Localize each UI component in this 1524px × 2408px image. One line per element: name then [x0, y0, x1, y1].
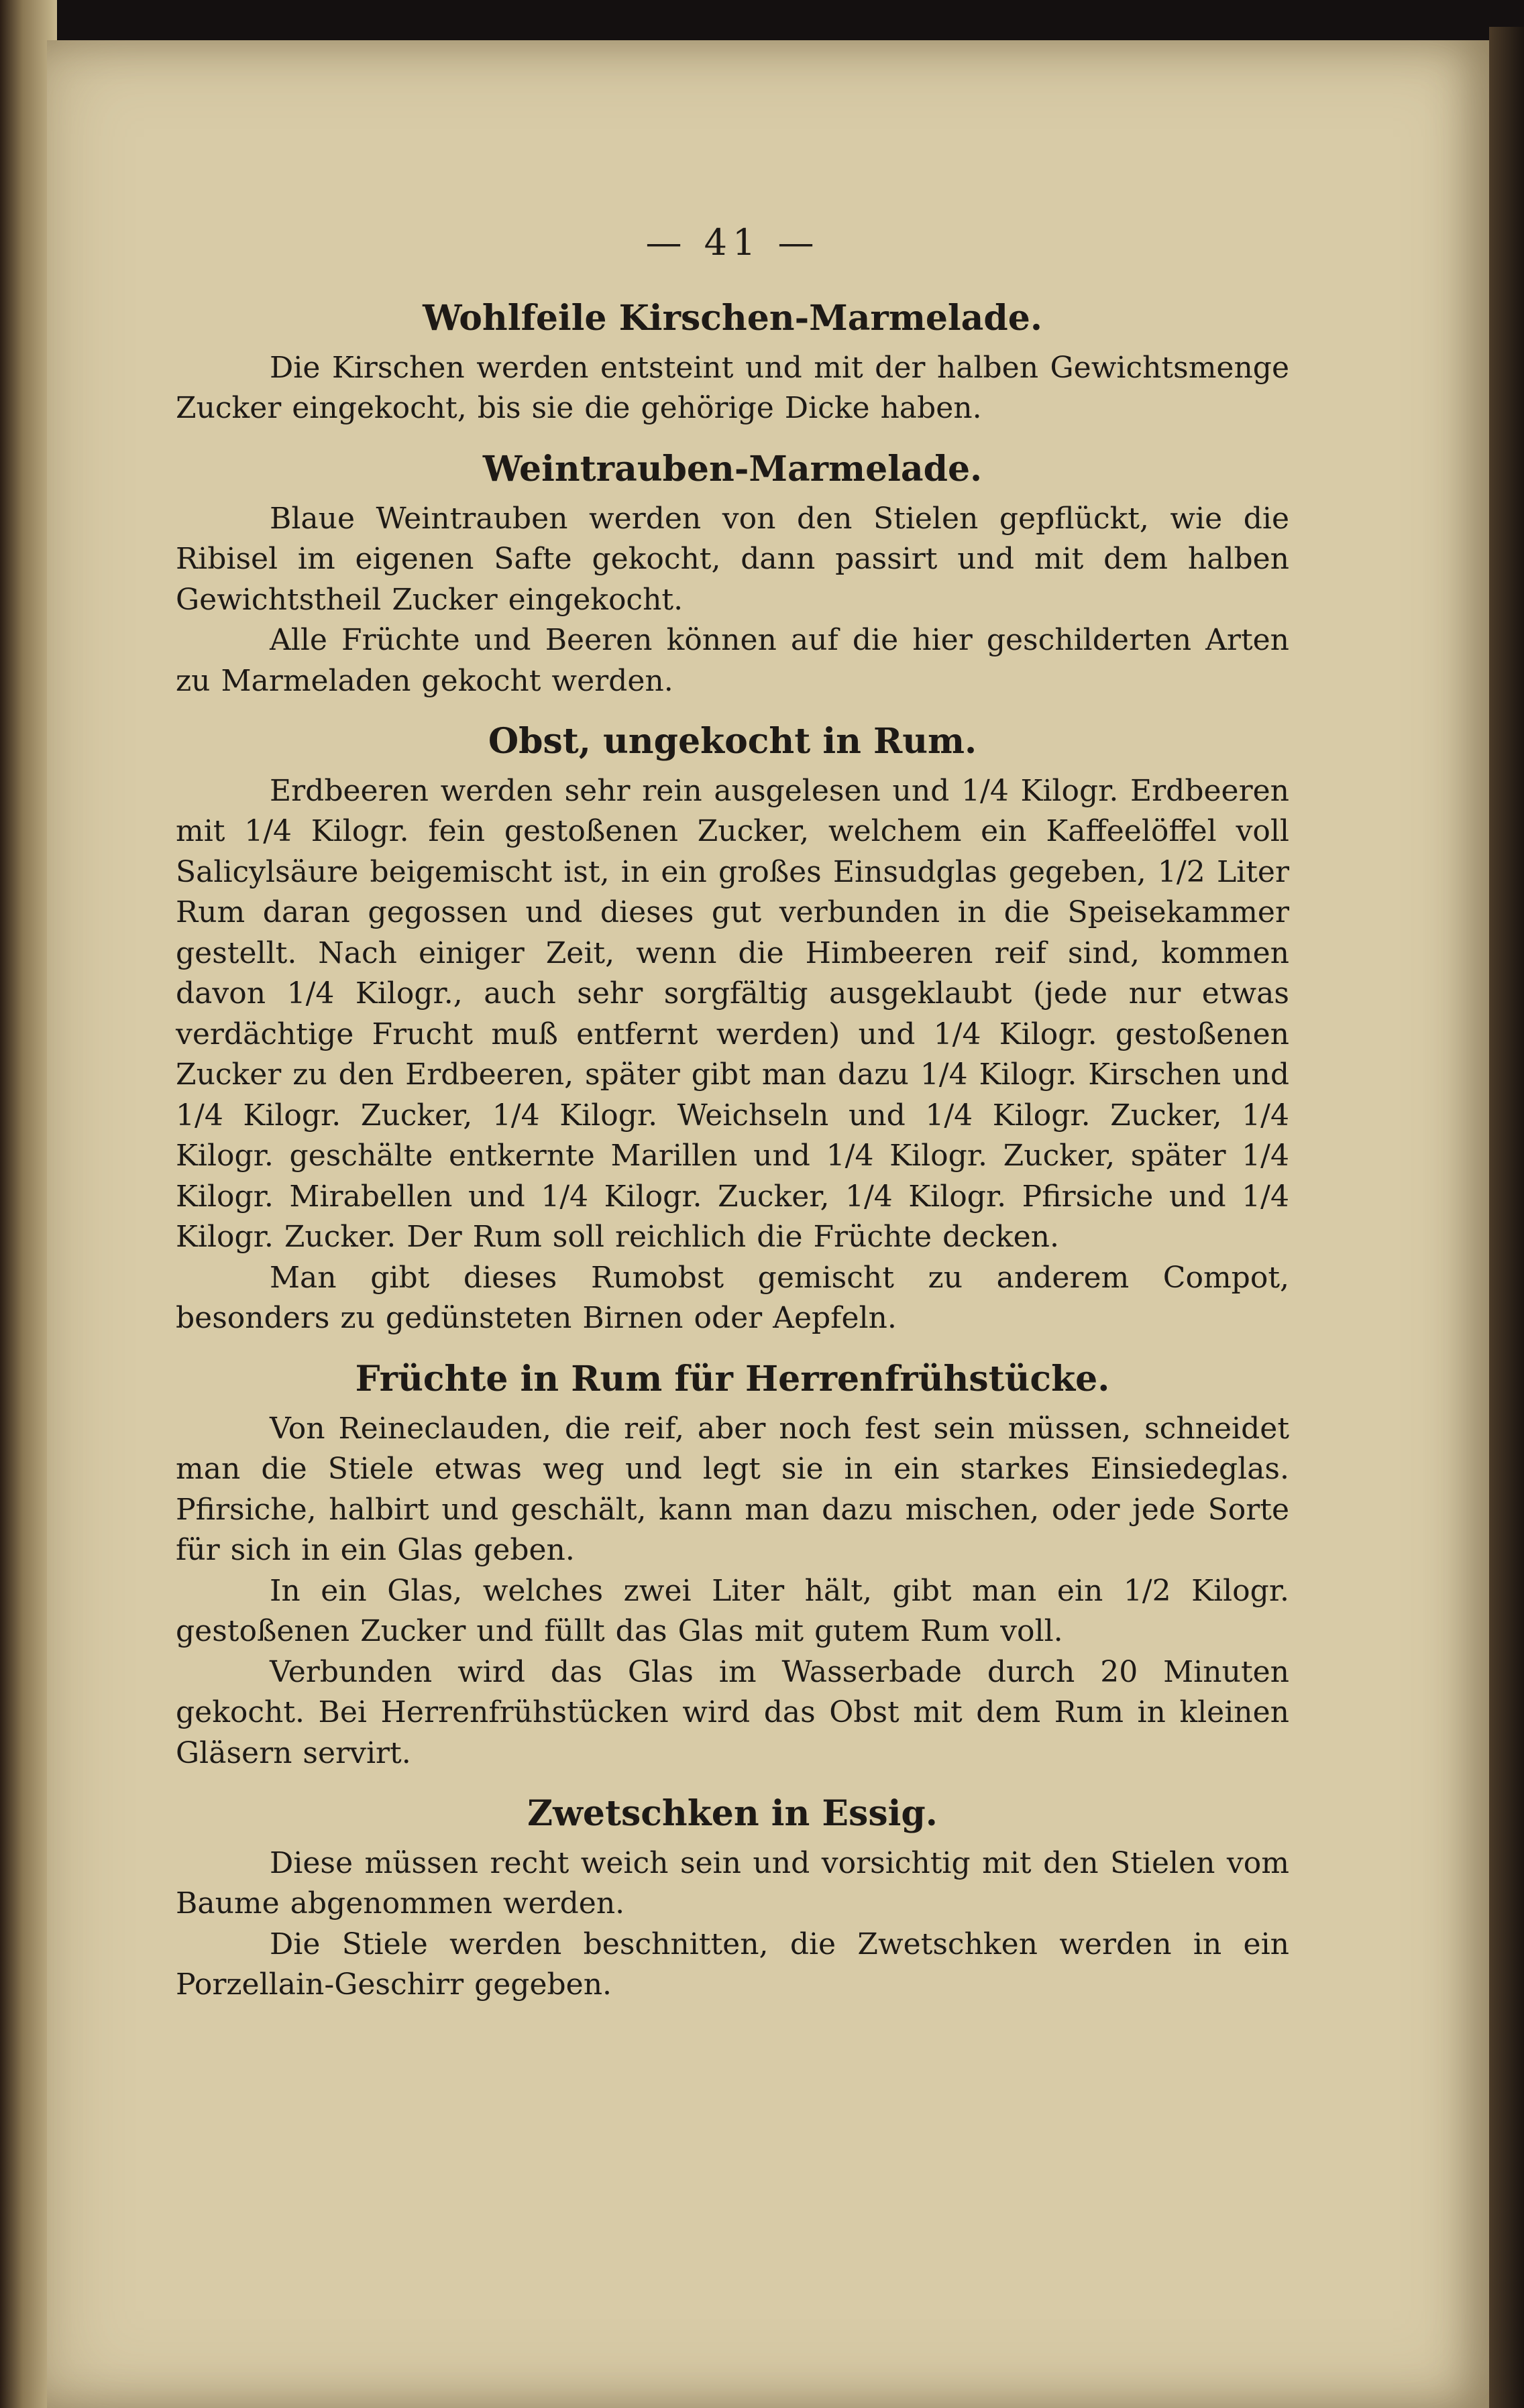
- paragraph: Von Reineclauden, die reif, aber noch fest sein müssen, schneidet man die Stiele etwas weg und legt sie in ein starkes Einsiedeglas. Pfirsiche, halbirt und geschält, kann man dazu mischen, oder jede Sorte für sich in ein Glas geben.: [176, 1411, 1289, 1568]
- paragraph: Alle Früchte und Beeren können auf die hier geschilderten Arten zu Marmeladen gekocht werden.: [176, 623, 1289, 698]
- paragraph: Erdbeeren werden sehr rein ausgelesen und 1/4 Kilogr. Erdbeeren mit 1/4 Kilogr. fein gestoßenen Zucker, welchem ein Kaffeelöffel voll Salicylsäure beigemischt ist, in ein großes Einsudglas gegeben, 1/2 Liter Rum daran gegossen und dieses gut verbunden in die Speisekammer gestellt. Nach einiger Zeit, wenn die Himbeeren reif sind, kommen davon 1/4 Kilogr., auch sehr sorgfältig ausgeklaubt (jede nur etwas verdächtige Frucht muß entfernt werden) und 1/4 Kilogr. gestoßenen Zucker zu den Erdbeeren, später gibt man dazu 1/4 Kilogr. Kirschen und 1/4 Kilogr. Zucker, 1/4 Kilogr. Weichseln und 1/4 Kilogr. Zucker, 1/4 Kilogr. geschälte entkernte Marillen und 1/4 Kilogr. Zucker, später 1/4 Kilogr. Mirabellen und 1/4 Kilogr. Zucker, 1/4 Kilogr. Pfirsiche und 1/4 Kilogr. Zucker. Der Rum soll reichlich die Früchte decken.: [176, 773, 1289, 1255]
- section-obst-in-rum: [176, 722, 1289, 1339]
- section-fruechte-in-rum: [176, 1359, 1289, 1774]
- section-zwetschken-in-essig: [176, 1794, 1289, 2006]
- paragraph: Die Stiele werden beschnitten, die Zwetschken werden in ein Porzellain-Geschirr gegeben.: [176, 1927, 1289, 2002]
- section-weintrauben-marmelade: [176, 449, 1289, 701]
- text-block: [176, 208, 1289, 2006]
- paragraph: Diese müssen recht weich sein und vorsichtig mit den Stielen vom Baume abgenommen werden.: [176, 1845, 1289, 1921]
- section-heading: Zwetschken in Essig.: [527, 1793, 938, 1835]
- scan-top-border: [0, 0, 1524, 40]
- section-heading: Obst, ungekocht in Rum.: [488, 721, 977, 762]
- paragraph: Die Kirschen werden entsteint und mit der halben Gewichtsmenge Zucker eingekocht, bis sie die gehörige Dicke haben.: [176, 350, 1289, 426]
- paragraph: Man gibt dieses Rumobst gemischt zu anderem Compot, besonders zu gedünsteten Birnen oder Aepfeln.: [176, 1260, 1289, 1336]
- page-right-edge: [1489, 27, 1524, 2408]
- section-heading: Weintrauben-Marmelade.: [482, 448, 983, 490]
- section-heading: Früchte in Rum für Herrenfrühstücke.: [355, 1358, 1110, 1399]
- page-number: — 41 —: [645, 221, 820, 264]
- paragraph: Blaue Weintrauben werden von den Stielen gepflückt, wie die Ribisel im eigenen Safte gekocht, dann passirt und mit dem halben Gewichtstheil Zucker eingekocht.: [176, 501, 1289, 617]
- section-kirschen-marmelade: [176, 298, 1289, 429]
- paragraph: In ein Glas, welches zwei Liter hält, gibt man ein 1/2 Kilogr. gestoßenen Zucker und füllt das Glas mit gutem Rum voll.: [176, 1573, 1289, 1649]
- section-heading: Wohlfeile Kirschen-Marmelade.: [423, 298, 1042, 339]
- paragraph: Verbunden wird das Glas im Wasserbade durch 20 Minuten gekocht. Bei Herrenfrühstücken wird das Obst mit dem Rum in kleinen Gläsern servirt.: [176, 1654, 1289, 1770]
